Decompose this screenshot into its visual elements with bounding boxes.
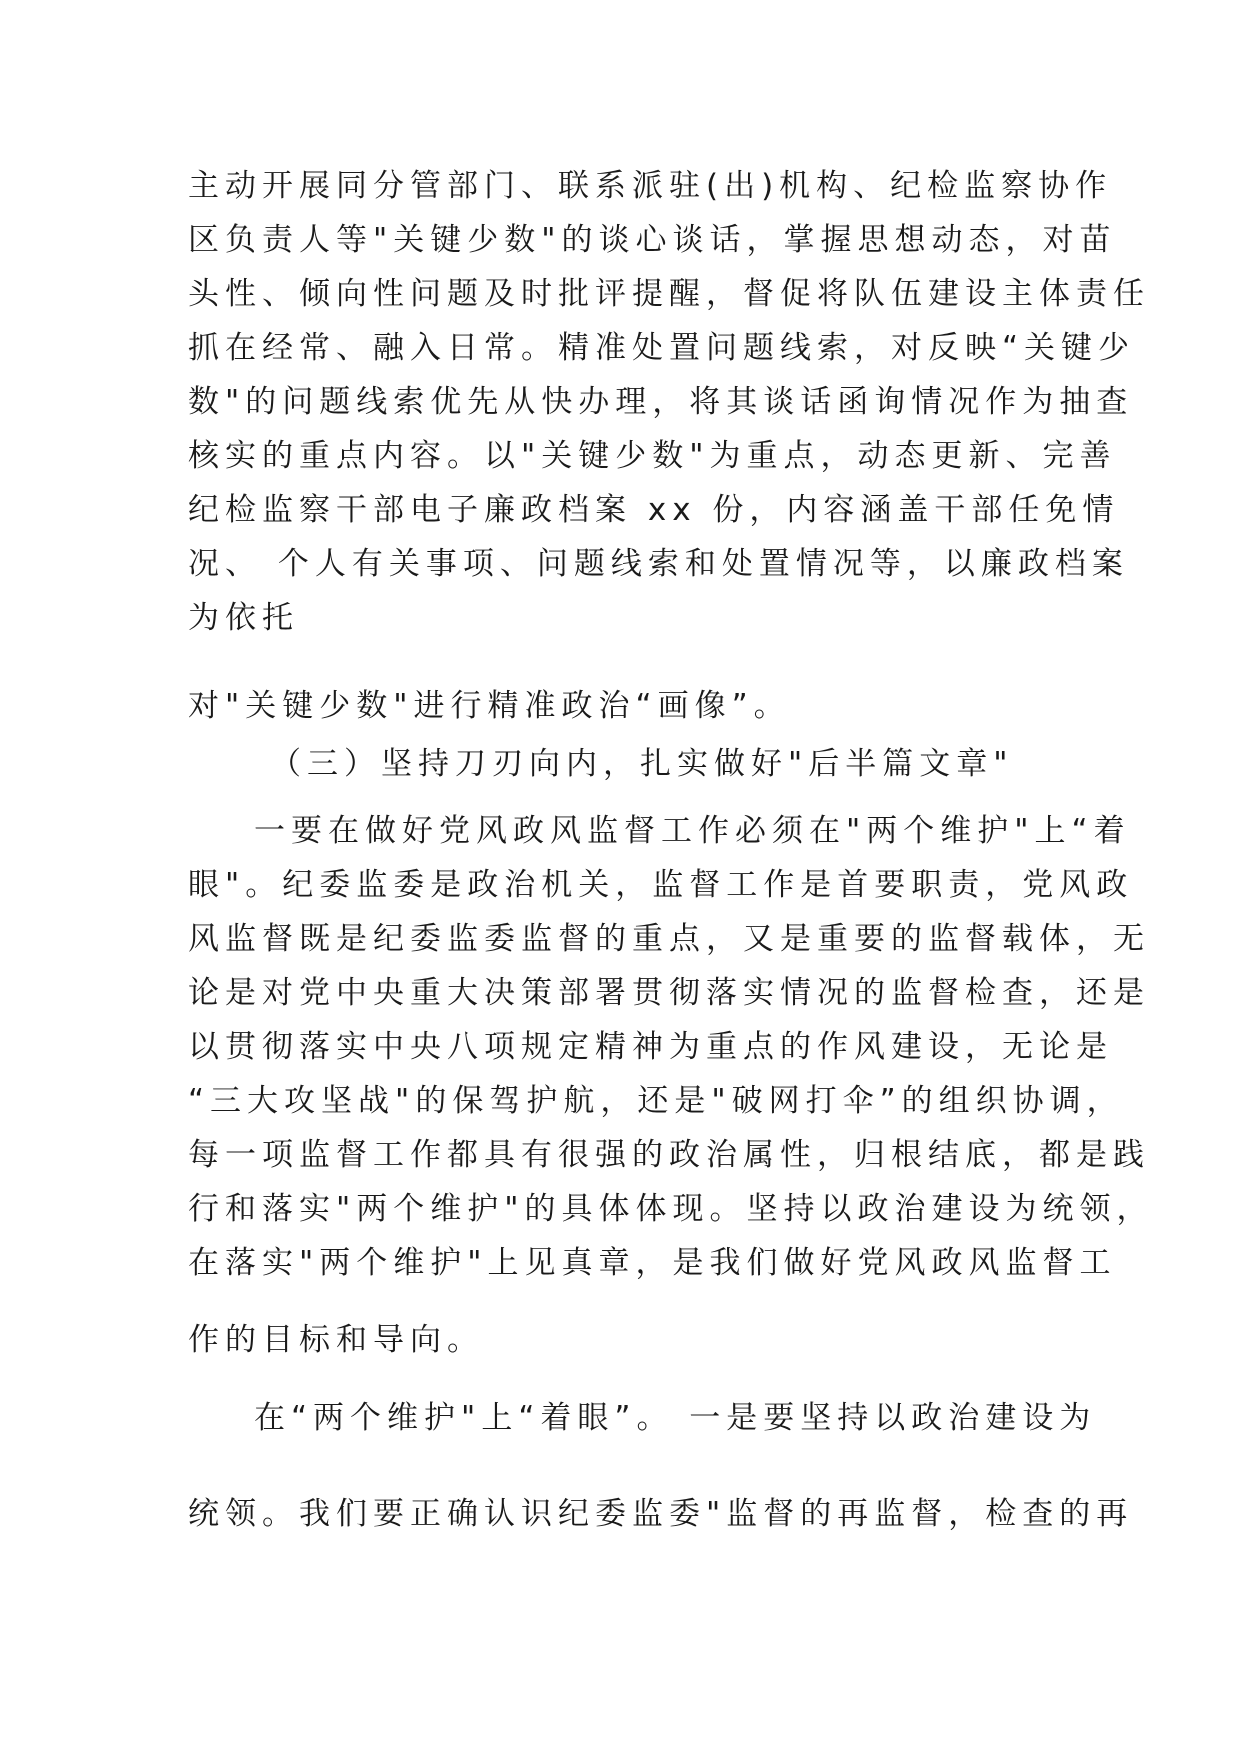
- body-text-line: 况、 个人有关事项、问题线索和处置情况等，以廉政档案: [188, 546, 1129, 582]
- body-text-line: 为依托: [188, 600, 299, 636]
- body-text-line: 主动开展同分管部门、联系派驻(出)机构、纪检监察协作: [188, 168, 1113, 204]
- body-text-line: “三大攻坚战"的保驾护航，还是"破网打伞”的组织协调，: [188, 1083, 1124, 1119]
- body-text-line: 统领。我们要正确认识纪委监委"监督的再监督，检查的再: [188, 1496, 1134, 1532]
- body-text-line: 区负责人等"关键少数"的谈心谈话，掌握思想动态，对苗: [188, 222, 1117, 258]
- section-heading: （三）坚持刀刃向内，扎实做好"后半篇文章": [270, 746, 1014, 782]
- body-text-line: 数"的问题线索优先从快办理，将其谈话函询情况作为抽查: [188, 384, 1134, 420]
- body-text-line: 抓在经常、融入日常。精准处置问题线索，对反映“关键少: [188, 330, 1136, 366]
- body-text-line: 头性、倾向性问题及时批评提醒，督促将队伍建设主体责任: [188, 276, 1150, 312]
- paragraph-first-line: 一要在做好党风政风监督工作必须在"两个维护"上“着: [254, 813, 1131, 849]
- body-text-line: 每一项监督工作都具有很强的政治属性，归根结底，都是践: [188, 1137, 1150, 1173]
- body-text-line: 风监督既是纪委监委监督的重点，又是重要的监督载体，无: [188, 921, 1150, 957]
- paragraph-first-line: 在“两个维护"上“着眼”。 一是要坚持以政治建设为: [254, 1400, 1097, 1436]
- body-text-line: 纪检监察干部电子廉政档案 xx 份，内容涵盖干部任免情: [188, 492, 1120, 528]
- body-text-line: 眼"。纪委监委是政治机关，监督工作是首要职责，党风政: [188, 867, 1134, 903]
- body-text-line: 核实的重点内容。以"关键少数"为重点，动态更新、完善: [188, 438, 1117, 474]
- body-text-line: 对"关键少数"进行精准政治“画像”。: [188, 688, 791, 724]
- body-text-line: 以贯彻落实中央八项规定精神为重点的作风建设，无论是: [188, 1029, 1113, 1065]
- body-text-line: 行和落实"两个维护"的具体体现。坚持以政治建设为统领，: [188, 1191, 1154, 1227]
- body-text-line: 作的目标和导向。: [188, 1322, 484, 1358]
- body-text-line: 论是对党中央重大决策部署贯彻落实情况的监督检查，还是: [188, 975, 1150, 1011]
- body-text-line: 在落实"两个维护"上见真章，是我们做好党风政风监督工: [188, 1245, 1117, 1281]
